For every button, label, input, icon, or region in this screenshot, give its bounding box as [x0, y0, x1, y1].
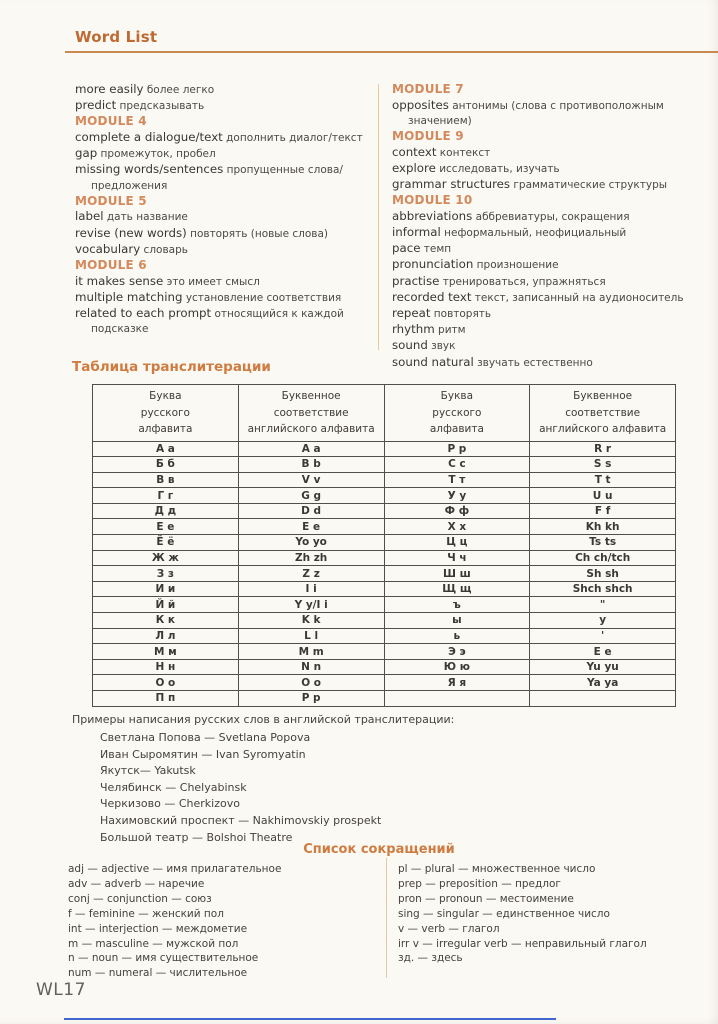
table-cell: B b — [238, 457, 384, 473]
russian-translation: аббревиатуры, сокращения — [472, 210, 630, 223]
russian-translation: повторять (новые слова) — [186, 227, 329, 240]
word-entry — [392, 322, 704, 338]
example-item: Челябинск — Chelyabinsk — [100, 780, 247, 794]
word-entry — [392, 257, 704, 273]
russian-translation: исследовать, изучать — [435, 162, 560, 175]
table-cell: Ts ts — [530, 535, 676, 551]
english-term: gap — [75, 146, 98, 161]
word-list-left-column — [75, 82, 375, 337]
table-cell: K k — [238, 613, 384, 629]
header-rule — [65, 51, 718, 53]
table-row — [93, 675, 676, 691]
russian-translation: звучать естественно — [473, 356, 593, 369]
english-term: predict — [75, 98, 117, 113]
table-cell: Y y/I i — [238, 597, 384, 613]
table-header-cell: Буквенное соответствие английского алфавита — [238, 385, 384, 442]
table-row — [93, 659, 676, 675]
word-entry — [392, 241, 704, 257]
russian-translation: ритм — [434, 324, 466, 337]
example-item: Светлана Попова — Svetlana Popova — [100, 731, 311, 744]
russian-translation: повторять — [430, 308, 492, 321]
word-entry — [392, 98, 704, 129]
table-cell: Х х — [384, 519, 530, 535]
table-cell: E e — [238, 519, 384, 535]
table-cell: Я я — [384, 675, 530, 691]
russian-translation: словарь — [140, 243, 188, 256]
table-header-cell: Буквенное соответствие английского алфавита — [530, 385, 676, 442]
table-row — [93, 566, 676, 582]
table-cell: О о — [93, 675, 239, 691]
word-entry — [392, 274, 704, 290]
russian-translation: промежуток, пробел — [97, 148, 216, 161]
page-number: WL17 — [36, 980, 86, 1000]
word-entry — [75, 98, 375, 114]
table-header-cell: Буква русского алфавита — [384, 385, 530, 442]
english-term: related to each prompt — [75, 306, 212, 321]
table-cell: Т т — [384, 472, 530, 488]
table-row — [93, 581, 676, 597]
word-entry — [75, 146, 375, 162]
english-term: rhythm — [392, 322, 435, 337]
table-cell: V v — [238, 472, 384, 488]
table-cell: Щ щ — [384, 581, 530, 597]
table-row — [93, 503, 676, 519]
table-cell: В в — [93, 472, 239, 488]
english-term: pronunciation — [392, 257, 474, 272]
table-row — [93, 457, 676, 473]
table-cell: ь — [384, 628, 530, 644]
table-cell: P p — [238, 691, 384, 707]
word-entry — [392, 145, 704, 161]
word-entry — [75, 290, 375, 306]
table-cell: U u — [530, 488, 676, 504]
abbreviation-item: adj — adjective — имя прилагательное — [68, 863, 282, 875]
transliteration-table-title: Таблица транслитерации — [72, 359, 271, 375]
english-term: vocabulary — [75, 241, 141, 256]
examples-list — [72, 730, 652, 846]
abbreviation-item: m — masculine — мужской пол — [68, 937, 239, 950]
russian-translation: это имеет смысл — [163, 275, 260, 288]
english-term: opposites — [392, 97, 449, 112]
table-cell: Б б — [93, 457, 239, 473]
table-cell: М м — [93, 644, 239, 660]
table-row — [93, 472, 676, 488]
table-cell: T t — [530, 472, 676, 488]
module-heading: MODULE 10 — [392, 193, 473, 208]
english-term: recorded text — [392, 289, 472, 304]
russian-translation: дать название — [103, 211, 188, 224]
english-term: it makes sense — [75, 273, 164, 288]
russian-translation: контекст — [436, 146, 491, 159]
english-term: pace — [392, 241, 421, 256]
table-cell: Sh sh — [530, 566, 676, 582]
transliteration-examples — [72, 712, 652, 846]
table-cell: П п — [93, 691, 239, 707]
russian-translation: более легко — [143, 84, 215, 96]
table-cell: Z z — [238, 566, 384, 582]
table-cell: У у — [384, 488, 530, 504]
word-entry — [75, 82, 375, 98]
table-row — [93, 441, 676, 457]
abbreviation-item: n — noun — имя существительное — [68, 952, 259, 965]
table-cell: Л л — [93, 628, 239, 644]
russian-translation: текст, записанный на аудионоситель — [471, 291, 684, 304]
abbreviations-title: Список сокращений — [303, 842, 455, 857]
table-cell: К к — [93, 613, 239, 629]
table-row — [93, 628, 676, 644]
example-item: Большой театр — Bolshoi Theatre — [100, 830, 293, 844]
table-cell: G g — [238, 488, 384, 504]
table-header-cell: Буква русского алфавита — [93, 385, 239, 442]
russian-translation: антонимы (слова с противоположным значением) — [408, 99, 664, 127]
english-term: repeat — [392, 306, 431, 321]
word-entry — [392, 209, 704, 225]
table-row — [93, 488, 676, 504]
transliteration-table — [92, 384, 676, 707]
word-entry — [75, 130, 375, 146]
abbreviation-item: adv — adverb — наречие — [68, 877, 205, 890]
abbreviation-item: conj — conjunction — союз — [68, 892, 212, 905]
abbreviation-item: num — numeral — числительное — [68, 967, 248, 980]
russian-translation: произношение — [473, 259, 559, 272]
word-entry — [392, 306, 704, 322]
table-cell: D d — [238, 503, 384, 519]
word-entry — [392, 161, 704, 177]
russian-translation: звук — [427, 340, 456, 353]
table-cell: С с — [384, 457, 530, 473]
english-term: grammar structures — [392, 177, 511, 191]
english-term: explore — [392, 160, 436, 175]
table-cell: Ch ch/tch — [530, 550, 676, 566]
russian-translation: грамматические структуры — [510, 179, 668, 191]
abbreviation-item: int — interjection — междометие — [68, 922, 248, 935]
word-list-column-divider — [378, 84, 379, 350]
russian-translation: предсказывать — [116, 100, 205, 113]
table-cell: Ж ж — [93, 550, 239, 566]
table-cell: Zh zh — [238, 550, 384, 566]
table-header-row — [93, 385, 676, 442]
word-entry — [75, 306, 375, 337]
word-entry — [75, 209, 375, 225]
english-term: sound natural — [392, 354, 474, 369]
table-row — [93, 519, 676, 535]
abbreviation-item: f — feminine — женский пол — [68, 907, 224, 920]
example-item: Якутск— Yakutsk — [100, 764, 196, 778]
word-list-right-column — [392, 82, 704, 371]
example-item: Нахимовский проспект — Nakhimovskiy prospekt — [100, 813, 382, 827]
table-cell: I i — [238, 581, 384, 597]
russian-translation: темп — [420, 243, 452, 256]
table-cell: Ё ё — [93, 535, 239, 551]
example-item: Иван Сыромятин — Ivan Syromyatin — [100, 747, 306, 761]
word-entry — [392, 290, 704, 306]
russian-translation: дополнить диалог/текст — [222, 132, 363, 144]
table-cell: Ц ц — [384, 535, 530, 551]
word-entry — [392, 355, 704, 371]
table-cell: Р р — [384, 441, 530, 457]
table-cell: ы — [384, 613, 530, 629]
table-cell: Э э — [384, 644, 530, 660]
table-cell: Д д — [93, 503, 239, 519]
abbreviations-left-column — [68, 862, 373, 981]
table-cell: A a — [238, 441, 384, 457]
table-cell: Kh kh — [530, 519, 676, 535]
table-cell: L l — [238, 628, 384, 644]
table-cell: А а — [93, 441, 239, 457]
table-cell: y — [530, 613, 676, 629]
table-row — [93, 550, 676, 566]
table-cell: З з — [93, 566, 239, 582]
table-row — [93, 644, 676, 660]
table-cell: Г г — [93, 488, 239, 504]
table-cell: F f — [530, 503, 676, 519]
english-term: informal — [392, 225, 441, 239]
word-entry — [75, 162, 375, 193]
english-term: context — [392, 144, 437, 159]
table-cell: ъ — [384, 597, 530, 613]
examples-intro: Примеры написания русских слов в английской транслитерации: — [72, 713, 455, 726]
table-cell: R r — [530, 441, 676, 457]
abbreviation-item: зд. — здесь — [398, 952, 463, 965]
table-cell — [530, 691, 676, 707]
abbreviation-item: pl — plural — множественное число — [398, 863, 596, 875]
english-term: complete a dialogue/text — [75, 130, 223, 144]
russian-translation: относящийся к каждой подсказке — [91, 308, 344, 336]
table-row — [93, 535, 676, 551]
table-cell: Ю ю — [384, 659, 530, 675]
table-cell: E e — [530, 644, 676, 660]
abbreviation-item: sing — singular — единственное число — [398, 907, 610, 920]
module-heading: MODULE 7 — [392, 82, 464, 96]
russian-translation: пропущенные слова/ предложения — [91, 164, 343, 192]
english-term: revise (new words) — [75, 225, 187, 240]
table-cell: Й й — [93, 597, 239, 613]
word-entry — [392, 225, 704, 241]
example-item: Черкизово — Cherkizovo — [100, 797, 240, 811]
table-cell: Ф ф — [384, 503, 530, 519]
module-heading: MODULE 5 — [75, 193, 147, 208]
bottom-blue-line — [64, 1018, 556, 1020]
table-cell: N n — [238, 659, 384, 675]
table-cell: И и — [93, 581, 239, 597]
word-entry — [75, 242, 375, 258]
russian-translation: тренироваться, упражняться — [439, 275, 606, 288]
table-row — [93, 597, 676, 613]
table-cell — [384, 691, 530, 707]
english-term: more easily — [75, 82, 144, 96]
table-cell: " — [530, 597, 676, 613]
abbreviation-item: pron — pronoun — местоимение — [398, 892, 574, 905]
word-entry — [392, 338, 704, 354]
table-cell: ' — [530, 628, 676, 644]
abbreviations-column-divider — [386, 858, 387, 978]
abbreviations-right-column — [398, 862, 703, 966]
table-cell: Ч ч — [384, 550, 530, 566]
abbreviation-item: v — verb — глагол — [398, 922, 500, 935]
russian-translation: неформальный, неофициальный — [440, 227, 627, 239]
table-cell: Yu yu — [530, 659, 676, 675]
table-cell: S s — [530, 457, 676, 473]
module-heading: MODULE 9 — [392, 129, 464, 143]
abbreviation-item: irr v — irregular verb — неправильный глагол — [398, 937, 647, 950]
page-title: Word List — [75, 28, 158, 46]
module-heading: MODULE 6 — [75, 258, 147, 273]
word-entry — [75, 274, 375, 290]
table-cell: Н н — [93, 659, 239, 675]
english-term: sound — [392, 338, 428, 353]
table-row — [93, 613, 676, 629]
english-term: label — [75, 209, 104, 224]
word-entry — [392, 177, 704, 193]
table-cell: O o — [238, 675, 384, 691]
table-cell: Ш ш — [384, 566, 530, 582]
english-term: abbreviations — [392, 208, 473, 223]
table-cell: Shch shch — [530, 581, 676, 597]
abbreviation-item: prep — preposition — предлог — [398, 877, 561, 890]
english-term: missing words/sentences — [75, 162, 224, 177]
table-cell: M m — [238, 644, 384, 660]
table-row — [93, 691, 676, 707]
russian-translation: установление соответствия — [182, 291, 342, 304]
table-cell: Ya ya — [530, 675, 676, 691]
english-term: practise — [392, 273, 440, 288]
table-cell: Yo yo — [238, 535, 384, 551]
english-term: multiple matching — [75, 289, 183, 304]
word-entry — [75, 226, 375, 242]
module-heading: MODULE 4 — [75, 114, 147, 129]
table-cell: Е е — [93, 519, 239, 535]
